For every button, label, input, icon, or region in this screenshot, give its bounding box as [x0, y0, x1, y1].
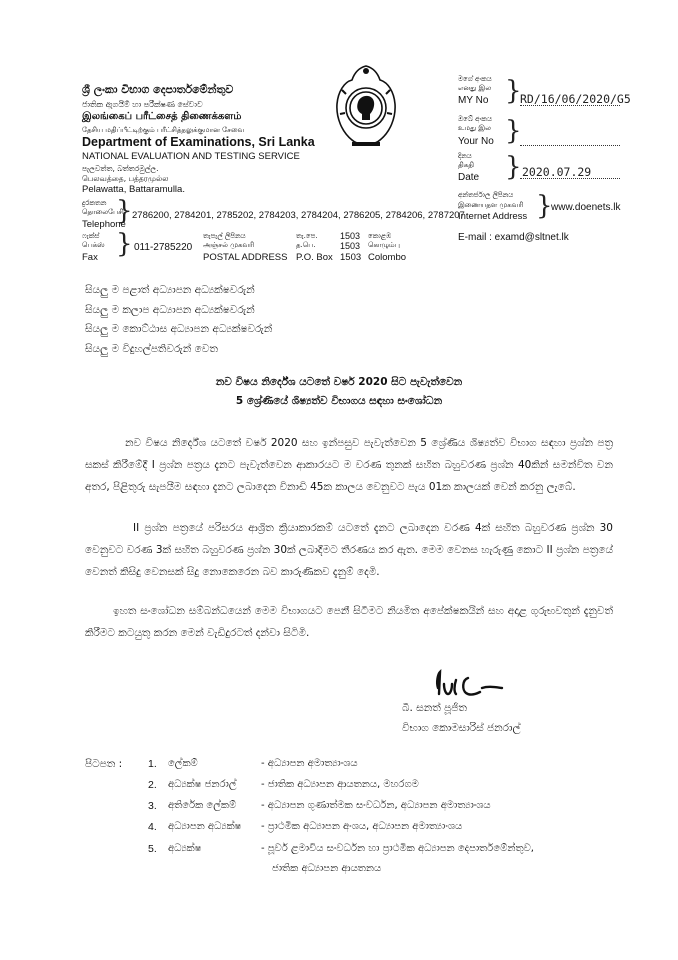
copy-number: 3.	[148, 800, 157, 812]
dept-name-english: Department of Examinations, Sri Lanka	[82, 135, 315, 149]
postal-label-tamil: அஞ்சல் முகவரி	[203, 241, 255, 249]
date-value: 2020.07.29	[522, 165, 592, 179]
copy-destination: - අධ්‍යාපන ගුණාත්මක සංවර්ධන, අධ්‍යාපන අමාත්‍යාංශය	[261, 800, 491, 811]
copy-destination: ජාතික අධ්‍යාපන ආයතනය	[272, 863, 382, 874]
my-no-label-tamil: எனது இல	[458, 84, 492, 92]
internet-label-tamil: இணையதள முகவரி	[458, 201, 524, 209]
service-name-sinhala: ජාතික ඇගයීම් හා පරීක්ෂණ සේවාව	[82, 100, 203, 109]
signature-image	[430, 660, 520, 705]
copy-number: 5.	[148, 843, 157, 855]
subject-line-2: 5 ශ්‍රේණියේ ශිෂ්‍යත්ව විභාගය සඳහා සංශෝධන	[235, 395, 443, 407]
city-sinhala: කොළඹ	[368, 232, 392, 240]
internet-label-english: Internet Address	[458, 211, 528, 222]
po-number: 1503	[340, 252, 362, 263]
brace: }	[505, 116, 522, 146]
website[interactable]: www.doenets.lk	[551, 202, 621, 213]
brace: }	[116, 196, 133, 226]
brace: }	[505, 76, 522, 106]
po-number: 1503	[340, 231, 361, 241]
recipient-line: සියලු ම කලාප අධ්‍යාපන අධ්‍යක්ෂවරුන්	[85, 304, 255, 316]
postal-label-english: POSTAL ADDRESS	[203, 252, 288, 263]
my-no-label-english: MY No	[458, 95, 489, 106]
copy-destination: - ජාතික අධ්‍යාපන ආයතනය, මහරගම	[261, 779, 419, 790]
your-no-label-tamil: உமது இல	[458, 124, 491, 132]
service-name-english: NATIONAL EVALUATION AND TESTING SERVICE	[82, 151, 300, 162]
copies-label: පිටපත :	[85, 758, 123, 770]
recipient-line: සියලු ම කොට්ඨාස අධ්‍යාපන අධ්‍යක්ෂවරුන්	[85, 323, 273, 335]
fax-label-sinhala: ෆැක්ස්	[82, 232, 100, 240]
dept-name-tamil: இலங்கைப் பரீட்சைத் திணைக்களம்	[82, 111, 242, 122]
your-no-dotted-line	[520, 145, 620, 146]
my-no-dotted-line	[520, 105, 620, 106]
fax-label-tamil: பெக்ஸ்	[82, 241, 105, 249]
copy-role: ලේකම්	[168, 758, 198, 769]
date-label-english: Date	[458, 172, 480, 183]
brace: }	[116, 229, 133, 259]
copy-destination: - අධ්‍යාපන අමාත්‍යාංශය	[261, 758, 358, 769]
recipient-line: සියලු ම පළාත් අධ්‍යාපන අධ්‍යක්ෂවරුන්	[85, 284, 255, 296]
copy-role: අධ්‍යක්ෂ ජනරාල්	[168, 779, 237, 790]
body-paragraph: ඉහත සංශෝධන සම්බන්ධයෙන් මෙම විභාගයට පෙනී සිටීමට නියමිත අපේක්ෂකයින් සහ අදාළ ගුරුභවතුන් දැනුවත් කිරීමට කටයුතු කරන මෙන් වැඩිදුරටත් දන්වා සිටිමි.	[85, 605, 613, 639]
copy-number: 1.	[148, 758, 157, 770]
address-english: Pelawatta, Battaramulla.	[82, 184, 185, 195]
copy-role: අධ්‍යක්ෂ	[168, 843, 202, 854]
address-sinhala: පැලවත්ත, බත්තරමුල්ල.	[82, 164, 159, 173]
body-paragraph: නව විෂය නිර්දේශ යටතේ වර්ෂ 2020 සහ ඉන්පසුව පැවැත්වෙන 5 ශ්‍රේණිය ශිෂ්‍යත්ව විභාග සඳහා ප්‍රශ්න පත්‍ර සකස් කිරීමේදී I ප්‍රශ්න පත්‍රය දැනට පැවැත්වෙන ආකාරයට ම වරණ තුනක් සහිත බහුවරණ ප්‍රශ්න 40කින් සමන්විත වන අතර, පිළිතුරු සැපයීම සඳහා දැනට ලබාදෙන විනාඩි 45ක කාලය වෙනුවට පැය 01ක කාලයක් වෙන් කරනු ලැබේ.	[85, 437, 613, 493]
recipient-line: සියලු ම විදුහල්පතිවරුන් වෙත	[85, 343, 218, 355]
service-name-tamil: தேசிய மதிப்பீட்டிற்கும் பரீட்சித்தலுக்குமான சேவை	[82, 126, 245, 134]
subject-line-1: නව විෂය නිර්දේශ යටතේ වර්ෂ 2020 සිට පැවැත්වෙන	[215, 376, 463, 388]
copy-number: 4.	[148, 821, 157, 833]
city-english: Colombo	[368, 252, 407, 263]
brace: }	[536, 191, 553, 221]
my-no-label-sinhala: මගේ අංකය	[458, 75, 492, 83]
telephone-numbers: 2786200, 2784201, 2785202, 2784203, 2784204, 2786205, 2784206, 2787207	[132, 210, 465, 221]
copy-destination: - ප්‍රාථමික අධ්‍යාපන අංශය, අධ්‍යාපන අමාත්‍යාංශය	[261, 821, 463, 832]
postal-label-sinhala: තැපැල් ලිපිනය	[203, 232, 246, 240]
fax-number: 011-2785220	[134, 242, 193, 253]
brace: }	[505, 152, 522, 182]
po-label-tamil: த.பெ.	[296, 241, 316, 249]
your-no-label-english: Your No	[458, 136, 494, 147]
my-no-value: RD/16/06/2020/G5	[520, 92, 631, 106]
telephone-label-sinhala: දුරකතන	[82, 199, 107, 207]
fax-label-english: Fax	[82, 252, 98, 263]
signatory-name: බී. සනත් පූජිත	[402, 702, 467, 714]
date-label-tamil: திகதி	[458, 161, 474, 169]
copy-destination: - පූර්ව ළමාවිය සංවර්ධන හා ප්‍රාථමික අධ්‍යාපන දෙපාර්තමේන්තුව,	[261, 843, 534, 854]
city-tamil: கொழும்பு	[368, 241, 400, 249]
po-label-sinhala: තැ.පෙ.	[296, 232, 318, 240]
sri-lanka-emblem	[328, 62, 404, 150]
po-number: 1503	[340, 241, 361, 251]
copy-role: අධ්‍යාපන අධ්‍යක්ෂ	[168, 821, 242, 832]
signatory-title: විභාග කොමසාරිස් ජනරාල්	[402, 722, 521, 734]
date-label-sinhala: දිනය	[458, 152, 472, 160]
copy-number: 2.	[148, 779, 157, 791]
address-tamil: பெலவத்தை, பத்தரமுல்ல	[82, 174, 169, 183]
your-no-label-sinhala: ඔබේ අංකය	[458, 115, 492, 123]
po-label-english: P.O. Box	[296, 252, 333, 263]
date-dotted-line	[520, 178, 620, 179]
telephone-label-english: Telephone	[82, 219, 126, 230]
telephone-label-tamil: தொலைபேசி	[82, 208, 124, 216]
dept-name-sinhala: ශ්‍රී ලංකා විභාග දෙපාර්තමේන්තුව	[82, 83, 234, 96]
internet-label-sinhala: අන්තර්ජාල ලිපිනය	[458, 191, 514, 199]
copy-role: අතිරේක ලේකම්	[168, 800, 237, 811]
body-paragraph: II ප්‍රශ්න පත්‍රයේ පරිසරය ආශ්‍රිත ක්‍රියාකාරකම් යටතේ දැනට ලබාදෙන වරණ 4ක් සහිත බහුවරණ ප්‍රශ්න 30 වෙනුවට වරණ 3ක් සහිත බහුවරණ ප්‍රශ්න 30ක් ලබාදීමට තීරණය කර ඇත. මෙම වෙනස හැරුණු කොට II ප්‍රශ්න පත්‍රයේ වෙනත් කිසිදු වෙනසක් සිදු නොකෙරෙන බව කාරුණිකව දැනුම් දෙමි.	[85, 522, 613, 578]
email[interactable]: E-mail : examd@sltnet.lk	[458, 232, 569, 243]
